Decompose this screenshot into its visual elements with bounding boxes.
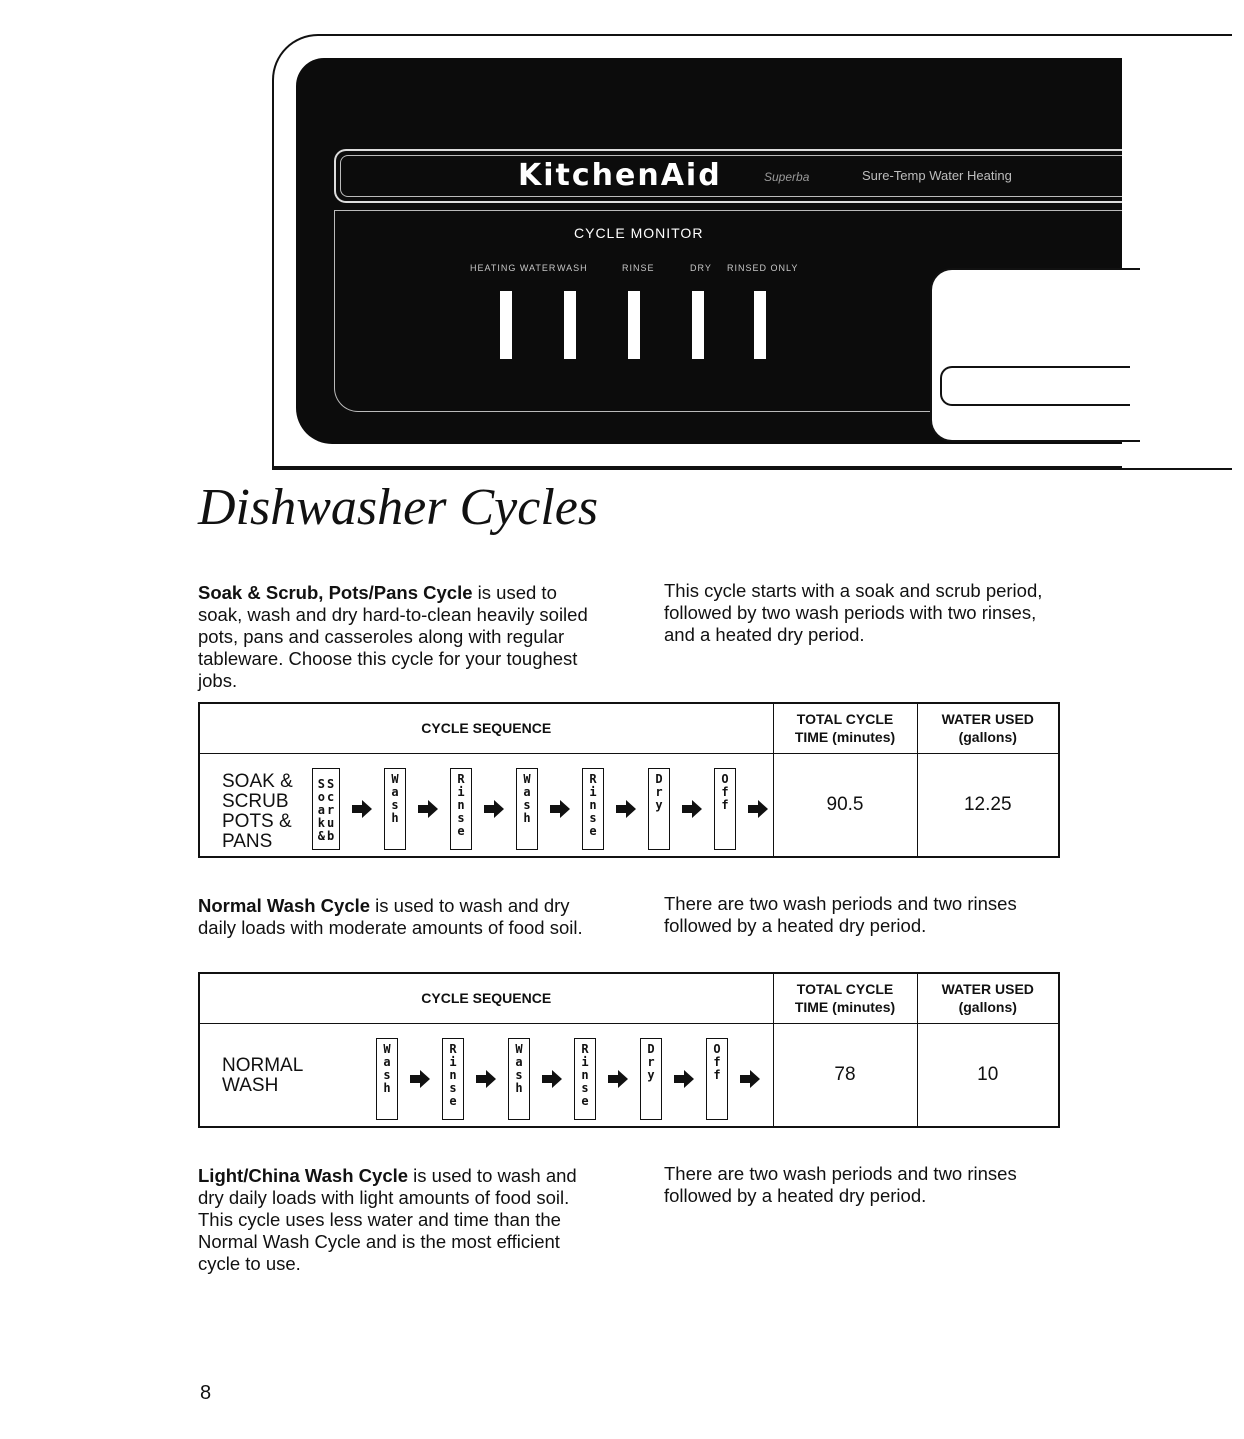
soak-scrub-cycle-table: [198, 702, 1060, 858]
light-china-cycle-name: Light/China Wash Cycle: [198, 1165, 409, 1186]
arrow-icon: [728, 1070, 772, 1088]
indicator-label-wash: WASH: [557, 263, 588, 273]
step-wash: W a s h: [516, 768, 538, 850]
control-button-housing: [930, 268, 1140, 442]
cycle-steps: [312, 768, 780, 850]
step-wash: W a s h: [508, 1038, 530, 1120]
indicator-label-dry: DRY: [690, 263, 712, 273]
step-rinse: R i n s e: [582, 768, 604, 850]
cycle-steps: [376, 1038, 772, 1120]
light-china-description: [198, 1165, 598, 1275]
soak-scrub-description: [198, 582, 598, 692]
arrow-icon: [406, 800, 450, 818]
arrow-icon: [530, 1070, 574, 1088]
total-cycle-time-value: 78: [773, 1023, 917, 1127]
arrow-icon: [538, 800, 582, 818]
control-button-slot: [940, 366, 1130, 406]
step-rinse: R i n s e: [442, 1038, 464, 1120]
normal-wash-description: [198, 895, 598, 939]
water-used-value: 12.25: [917, 753, 1059, 857]
page-title: Dishwasher Cycles: [198, 479, 599, 536]
cycle-label: NORMAL WASH: [222, 1054, 304, 1096]
arrow-icon: [596, 1070, 640, 1088]
cycle-label: SOAK & SCRUB POTS & PANS: [222, 770, 293, 852]
water-used-header: WATER USED (gallons): [917, 973, 1059, 1023]
step-wash: W a s h: [384, 768, 406, 850]
step-off: O f f: [706, 1038, 728, 1120]
step-soak-scrub: S o a k & S c r u b: [312, 768, 340, 850]
indicator-light-wash: [564, 291, 576, 359]
cycle-sequence-header: CYCLE SEQUENCE: [199, 703, 773, 753]
total-cycle-time-header: TOTAL CYCLE TIME (minutes): [773, 703, 917, 753]
soak-scrub-cycle-desc: is used to soak, wash and dry hard-to-clean heavily soiled pots, pans and casseroles along with regular tableware. Choose this cycle for your toughest jobs.: [198, 582, 588, 691]
total-cycle-time-header: TOTAL CYCLE TIME (minutes): [773, 973, 917, 1023]
normal-wash-cycle-name: Normal Wash Cycle: [198, 895, 371, 916]
brand-model: Superba: [764, 170, 810, 184]
step-off: O f f: [714, 768, 736, 850]
normal-wash-side-note: There are two wash periods and two rinses followed by a heated dry period.: [664, 893, 1017, 936]
page-number: 8: [200, 1382, 212, 1404]
arrow-icon: [604, 800, 648, 818]
indicator-light-heating-water: [500, 291, 512, 359]
light-china-side-note: There are two wash periods and two rinses followed by a heated dry period.: [664, 1163, 1017, 1206]
arrow-icon: [472, 800, 516, 818]
water-used-header: WATER USED (gallons): [917, 703, 1059, 753]
cycle-monitor-title: CYCLE MONITOR: [574, 225, 704, 241]
cycle-sequence-header: CYCLE SEQUENCE: [199, 973, 773, 1023]
brand-feature: Sure-Temp Water Heating: [862, 168, 1012, 183]
cycle-sequence-cell: [199, 1023, 773, 1127]
indicator-label-rinsed-only: RINSED ONLY: [727, 263, 799, 273]
arrow-icon: [662, 1070, 706, 1088]
light-china-cycle-desc: is used to wash and dry daily loads with light amounts of food soil. This cycle uses less water and time than the Normal Wash Cycle and is the most efficient cycle to use.: [198, 1165, 577, 1274]
soak-scrub-cycle-name: Soak & Scrub, Pots/Pans Cycle: [198, 582, 473, 603]
total-cycle-time-value: 90.5: [773, 753, 917, 857]
step-dry: D r y: [640, 1038, 662, 1120]
arrow-icon: [736, 800, 780, 818]
panel-base-rule: [272, 466, 1122, 469]
arrow-icon: [464, 1070, 508, 1088]
step-rinse: R i n s e: [574, 1038, 596, 1120]
indicator-label-heating-water: HEATING WATER: [470, 263, 557, 273]
indicator-label-rinse: RINSE: [622, 263, 655, 273]
arrow-icon: [398, 1070, 442, 1088]
soak-scrub-side-note: This cycle starts with a soak and scrub period, followed by two wash periods with two rinses, and a heated dry period.: [664, 580, 1043, 645]
step-dry: D r y: [648, 768, 670, 850]
indicator-light-rinsed-only: [754, 291, 766, 359]
step-rinse: R i n s e: [450, 768, 472, 850]
indicator-light-rinse: [628, 291, 640, 359]
brand-logo: KitchenAid: [518, 158, 722, 193]
arrow-icon: [340, 800, 384, 818]
water-used-value: 10: [917, 1023, 1059, 1127]
step-wash: W a s h: [376, 1038, 398, 1120]
normal-wash-cycle-desc: is used to wash and dry daily loads with moderate amounts of food soil.: [198, 895, 583, 938]
normal-wash-cycle-table: [198, 972, 1060, 1128]
indicator-light-dry: [692, 291, 704, 359]
arrow-icon: [670, 800, 714, 818]
cycle-sequence-cell: [199, 753, 773, 857]
